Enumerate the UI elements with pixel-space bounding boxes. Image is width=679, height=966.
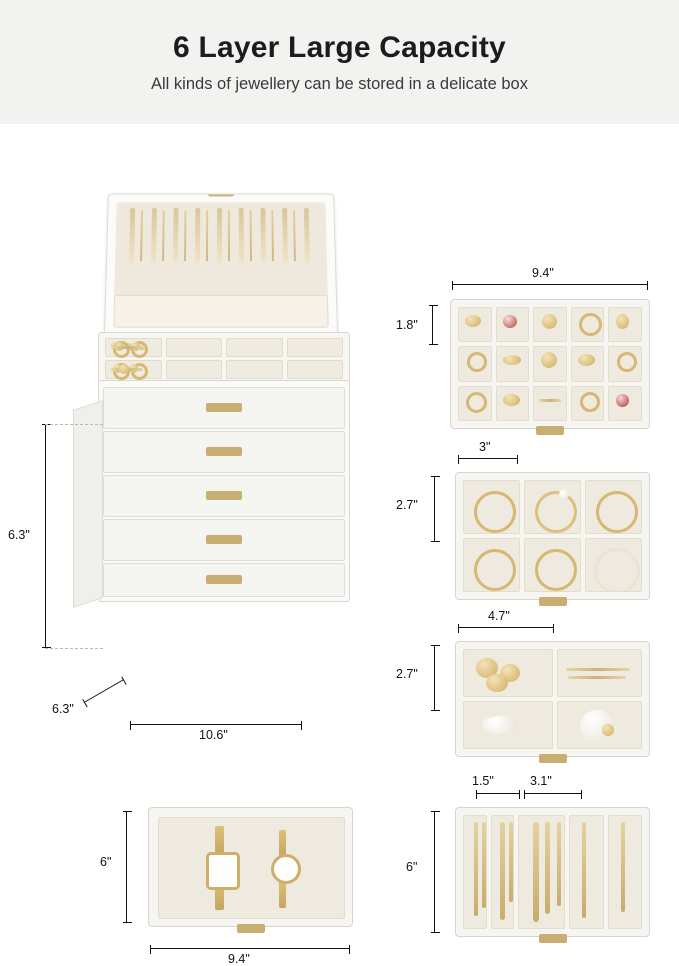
lid-clasp <box>208 194 234 197</box>
hanging-necklace <box>228 210 230 261</box>
ring-slot <box>287 360 344 379</box>
tray-slot <box>496 386 530 421</box>
hanging-necklace <box>184 210 186 261</box>
drawer[interactable] <box>103 563 345 597</box>
tray-slot <box>571 346 605 381</box>
tray-slot <box>569 815 603 929</box>
dimension-tray2-height: 2.7" <box>396 498 418 512</box>
drawer-pull[interactable] <box>206 535 242 544</box>
page-subtitle: All kinds of jewellery can be stored in a delicate box <box>151 74 528 93</box>
tray-slot <box>557 701 642 749</box>
tray-slot <box>533 346 567 381</box>
hanging-necklace <box>140 210 143 261</box>
necklace-hook <box>151 208 157 263</box>
tray-slot <box>463 649 553 697</box>
tray-slot <box>496 307 530 342</box>
dimension-line-tray1-width <box>452 284 648 285</box>
drawer-pull[interactable] <box>206 403 242 412</box>
dimension-line-tray1-height <box>432 305 433 345</box>
tray-slot <box>496 346 530 381</box>
dimension-tray1-height: 1.8" <box>396 318 418 332</box>
necklace-tray <box>455 807 650 937</box>
tray-slot <box>608 815 642 929</box>
lid-lining <box>114 202 328 299</box>
dimension-box-width: 10.6" <box>199 728 228 742</box>
drawer[interactable] <box>103 475 345 517</box>
ring-slot <box>166 338 223 357</box>
box-top-tray <box>98 332 350 386</box>
dimension-box-height: 6.3" <box>8 528 30 542</box>
jewellery-box-open <box>60 164 365 764</box>
page-title: 6 Layer Large Capacity <box>173 30 506 64</box>
hanging-necklace <box>293 210 296 261</box>
tray-slot <box>458 307 492 342</box>
necklace-hook <box>304 208 310 263</box>
tray-slot <box>491 815 515 929</box>
lid-pocket <box>113 295 328 328</box>
tray-slot <box>524 480 581 534</box>
box-side-panel <box>73 400 103 608</box>
tray-slot <box>608 346 642 381</box>
tray-slot <box>608 386 642 421</box>
tray-pull[interactable] <box>539 934 567 943</box>
dimension-line-tray4-small <box>476 793 520 794</box>
product-diagram <box>0 124 679 966</box>
dimension-watch-width: 9.4" <box>228 952 250 966</box>
dimension-line-tray3-width <box>458 627 554 628</box>
tray-slot <box>608 307 642 342</box>
necklace-hook <box>195 208 200 263</box>
dimension-line-tray2-height <box>434 476 435 542</box>
watch-slot <box>158 817 345 919</box>
drawer-pull[interactable] <box>206 447 242 456</box>
tray-pull[interactable] <box>539 597 567 606</box>
dimension-line-watch-height <box>126 811 127 923</box>
dimension-watch-height: 6" <box>100 855 112 869</box>
dimension-tray3-height: 2.7" <box>396 667 418 681</box>
dimension-tray2-width: 3" <box>479 440 491 454</box>
ring-compartment-tray <box>450 299 650 429</box>
guide-line <box>45 648 103 649</box>
drawer-pull[interactable] <box>237 924 265 933</box>
hanging-necklace <box>206 210 208 261</box>
ring-slot <box>166 360 223 379</box>
drawer-pull[interactable] <box>206 491 242 500</box>
header-banner <box>0 0 679 124</box>
box-lid <box>104 194 338 335</box>
box-body <box>98 380 350 602</box>
hanging-necklace <box>250 210 252 261</box>
bangle-tray <box>455 472 650 600</box>
tray-slot <box>463 815 487 929</box>
tray-slot <box>458 386 492 421</box>
watch-drawer <box>148 807 353 927</box>
tray-slot <box>518 815 565 929</box>
hanging-necklace <box>271 210 274 261</box>
tray-slot <box>463 701 553 749</box>
tray-slot <box>557 649 642 697</box>
tray-slot <box>533 307 567 342</box>
tray-pull[interactable] <box>536 426 564 435</box>
dimension-line-watch-width <box>150 948 350 949</box>
tray-slot <box>585 480 642 534</box>
dimension-line-tray4-height <box>434 811 435 933</box>
dimension-line-box-height <box>45 424 46 648</box>
necklace-hook <box>173 208 179 263</box>
necklace-hook <box>217 208 222 263</box>
brooch-tray <box>455 641 650 757</box>
tray-pull[interactable] <box>539 754 567 763</box>
dimension-tray4-height: 6" <box>406 860 418 874</box>
tray-slot <box>585 538 642 592</box>
tray-slot <box>463 480 520 534</box>
dimension-line-tray3-height <box>434 645 435 711</box>
tray-slot <box>524 538 581 592</box>
dimension-line-tray2-width <box>458 458 518 459</box>
dimension-box-depth: 6.3" <box>52 702 74 716</box>
tray-slot <box>571 386 605 421</box>
dimension-tray3-width: 4.7" <box>488 609 510 623</box>
tray-slot <box>463 538 520 592</box>
dimension-tray4-width-small: 1.5" <box>472 774 494 788</box>
ring-slot <box>287 338 344 357</box>
drawer-pull[interactable] <box>206 575 242 584</box>
necklace-hook <box>239 208 244 263</box>
ring-slot <box>226 360 283 379</box>
dimension-tray1-width: 9.4" <box>532 266 554 280</box>
dimension-line-tray4-large <box>524 793 582 794</box>
hanging-necklace <box>162 210 165 261</box>
necklace-hook <box>260 208 266 263</box>
guide-line <box>45 424 103 425</box>
necklace-hook <box>129 208 135 263</box>
tray-slot <box>458 346 492 381</box>
drawer[interactable] <box>103 431 345 473</box>
dimension-tray4-width-large: 3.1" <box>530 774 552 788</box>
drawer[interactable] <box>103 387 345 429</box>
dimension-line-box-width <box>130 724 302 725</box>
tray-slot <box>571 307 605 342</box>
tray-slot <box>533 386 567 421</box>
necklace-hook <box>282 208 288 263</box>
ring-slot <box>226 338 283 357</box>
drawer[interactable] <box>103 519 345 561</box>
